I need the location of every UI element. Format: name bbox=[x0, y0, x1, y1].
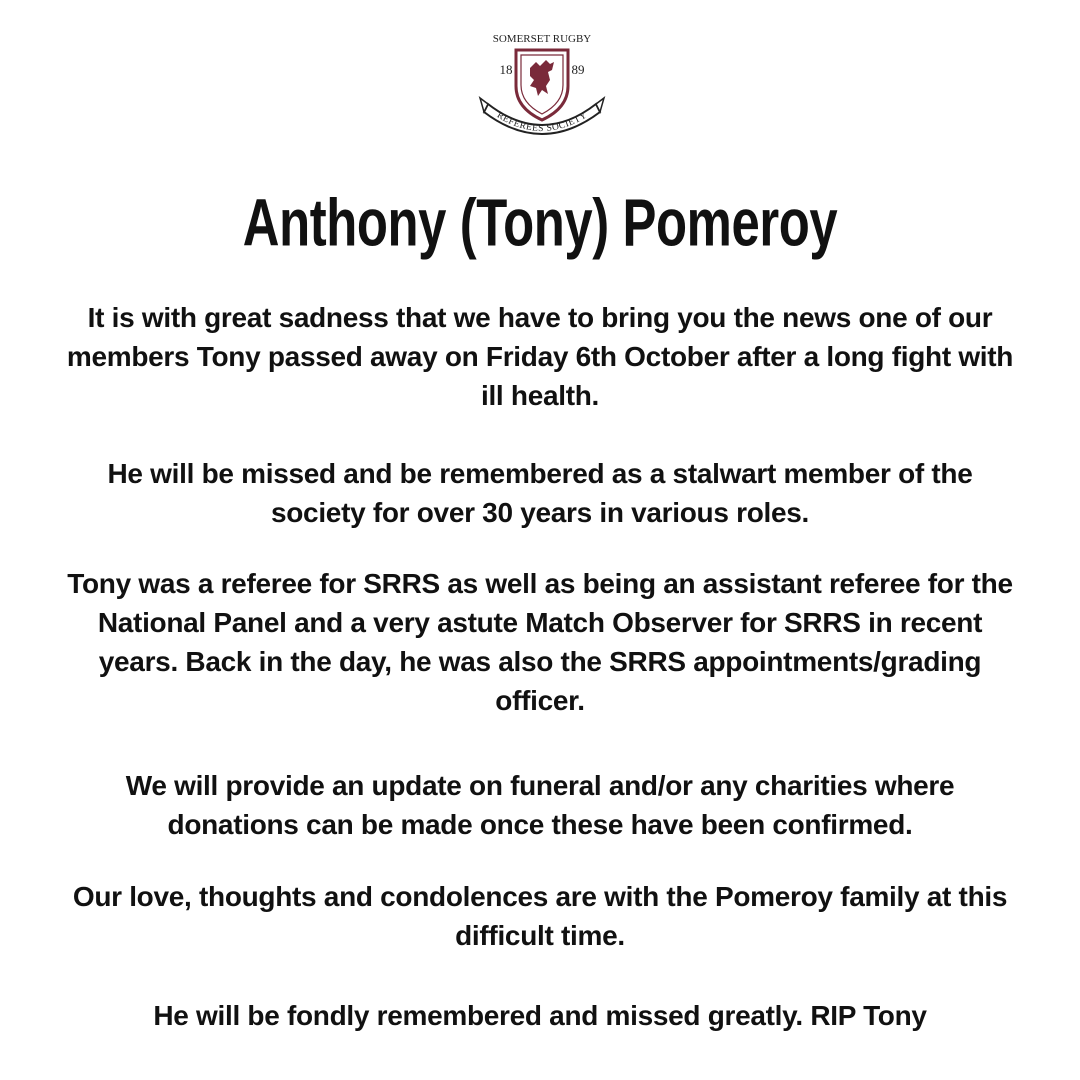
page-title: Anthony (Tony) Pomeroy bbox=[242, 186, 838, 261]
logo-year-left: 18 bbox=[499, 62, 513, 77]
logo-top-text: SOMERSET RUGBY bbox=[492, 33, 592, 45]
paragraph-announcement: It is with great sadness that we have to bring you the news one of our members Tony passed away on Friday 6th October after a long fight with ill health. bbox=[66, 302, 1014, 411]
society-logo bbox=[474, 28, 610, 140]
paragraph-roles: Tony was a referee for SRRS as well as being an assistant referee for the National Panel and a very astute Match Observer for SRRS in recent years. Back in the day, he was also the SRRS appointments/grading officer. bbox=[67, 568, 1013, 716]
paragraph-condolences: Our love, thoughts and condolences are with the Pomeroy family at this difficult time. bbox=[72, 881, 1008, 951]
paragraph-funeral-update: We will provide an update on funeral and/or any charities where donations can be made once these have been confirmed. bbox=[125, 770, 955, 840]
paragraph-closing: He will be fondly remembered and missed greatly. RIP Tony bbox=[153, 1000, 927, 1031]
logo-year-right: 89 bbox=[571, 62, 585, 77]
paragraph-remembrance: He will be missed and be remembered as a stalwart member of the society for over 30 years in various roles. bbox=[107, 458, 973, 528]
society-crest-icon bbox=[474, 28, 610, 140]
logo-banner-text: REFEREES SOCIETY bbox=[494, 110, 590, 135]
